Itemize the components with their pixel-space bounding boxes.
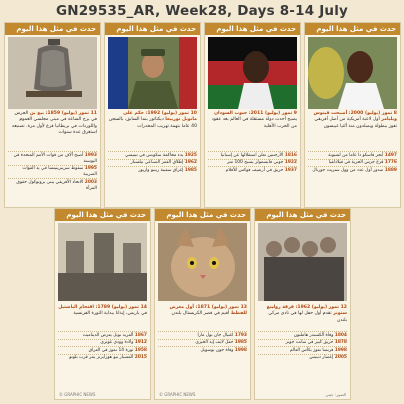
credit: © GRAPHIC NEWS — [159, 392, 196, 397]
caption-text: أول لاعبة أمريكية من أصل أفريقي تفوز ببطولة ويمبلدون منذ ألثيا غيبسون — [314, 117, 397, 129]
events-list — [308, 151, 397, 174]
events-list — [108, 151, 197, 174]
caption-lead: 10 تموز (يوليو) 1992: حكم على مانويل نورييغا — [123, 111, 197, 123]
list-item: 1776 قرع جرس الحرية في فيلادلفيا — [308, 159, 397, 167]
events-list — [58, 331, 147, 361]
events-list — [158, 331, 247, 354]
list-item: 1998 وفاة جون بوسويل — [158, 346, 247, 354]
list-item: 1998 فرنسا تفوز بكأس العالم — [258, 346, 347, 354]
caption-lead: 11 تموز (يوليو) 1859: بيغ بن — [29, 111, 97, 116]
list-item: 1993 أصبح آلاف من قوات الأمم المتحدة في البوسنة — [8, 151, 97, 165]
panel-july-9 — [204, 22, 301, 208]
panel-header: حدث في مثل هذا اليوم — [305, 23, 400, 35]
panel-july-10 — [104, 22, 201, 208]
panel-header: حدث في مثل هذا اليوم — [255, 209, 350, 221]
general-photo — [108, 37, 197, 109]
panel-july-11 — [4, 22, 101, 208]
caption — [58, 305, 147, 318]
credit: © GRAPHIC NEWS — [59, 392, 96, 397]
cat-photo — [158, 223, 247, 301]
list-item: 1816 الأرجنتين تعلن استقلالها عن إسبانيا — [208, 151, 297, 159]
list-item: 1922 جوني فايسمولر يسبح 100 متر — [208, 159, 297, 167]
caption-text: ديكتاتور بنما السابق، بالسجن 40 عاما بتهمة تهريب المخدرات — [108, 117, 197, 129]
panel-july-12 — [254, 208, 351, 400]
list-item: 1985 إغراق سفينة رينبو واريور — [108, 166, 197, 174]
list-item: 1804 وفاة ألكسندر هاملتون — [258, 331, 347, 339]
caption-text: في باريس، إيذانا ببداية الثورة الفرنسية — [73, 311, 147, 317]
list-item: 1962 إطلاق القمر الصناعي تيلستار — [108, 159, 197, 167]
caption — [158, 305, 247, 318]
panel-header: حدث في مثل هذا اليوم — [55, 209, 150, 221]
panel-july-8 — [304, 22, 401, 208]
events-list — [8, 151, 97, 192]
list-item: 1985 حفل لايف إيد الخيري — [158, 339, 247, 347]
caption — [108, 111, 197, 130]
band-photo — [258, 223, 347, 301]
caption — [308, 111, 397, 130]
castle-photo — [58, 223, 147, 301]
caption-lead: 14 تموز (يوليو) 1789: اقتحام الباستيل — [58, 305, 147, 310]
caption-lead: 12 تموز (يوليو) 1962: فرقة رولينغ ستونز — [266, 305, 347, 317]
caption-lead: 8 تموز (يوليو) 2000: أصبحت فينوس ويليامز — [313, 111, 397, 123]
panel-header: حدث في مثل هذا اليوم — [5, 23, 100, 35]
list-item: 2003 الاتحاد الأفريقي يبنى بروتوكول حقوق المرأة — [8, 178, 97, 192]
list-item: 1912 ولادة وودي غوثري — [58, 339, 147, 347]
list-item: 1937 حريق في أرشيف فوكس للأفلام — [208, 166, 297, 174]
caption — [208, 111, 297, 130]
panel-header: حدث في مثل هذا اليوم — [205, 23, 300, 35]
list-item: 1793 اغتيال جان بول مارا — [158, 331, 247, 339]
list-item: 1889 صدور أول عدد من وول ستريت جورنال — [308, 166, 397, 174]
list-item: 1995 سقوط سريبرينيتسا في يد القوات الصربية — [8, 165, 97, 179]
list-item: 1867 ألفريد نوبل يعرض الديناميت — [58, 331, 147, 339]
panel-july-13 — [154, 208, 251, 400]
panel-header: حدث في مثل هذا اليوم — [105, 23, 200, 35]
list-item: 1878 حريق كبير في سانت جونز — [258, 339, 347, 347]
athlete-photo — [308, 37, 397, 109]
list-item: 1958 ثورة 14 تموز في العراق — [58, 346, 147, 354]
panel-july-14 — [54, 208, 151, 400]
caption-text: يصبح أحدث دولة مستقلة في العالم بعد عقود من الحرب الأهلية — [211, 117, 297, 129]
events-list — [258, 331, 347, 361]
list-item: 1497 أبحر فاسكو دا غاما من لشبونة — [308, 151, 397, 159]
caption-text: أقيم في قصر الكريستال بلندن — [171, 311, 230, 317]
photo-credit: الصور: جيتي — [325, 392, 346, 397]
flag-portrait-photo — [208, 37, 297, 109]
list-item: 2005 إعصار دينيس — [258, 354, 347, 362]
caption — [258, 305, 347, 324]
list-item: 2015 المسبار نيو هورايزنز يمر قرب بلوتو — [58, 354, 147, 362]
caption-lead: 9 تموز (يوليو) 2011: جنوب السودان — [214, 111, 297, 116]
bell-photo — [8, 37, 97, 109]
page-title: GN29535_AR, Week28, Days 8-14 July — [55, 3, 349, 19]
panel-header: حدث في مثل هذا اليوم — [155, 209, 250, 221]
caption-lead: 13 تموز (يوليو) 1871: أول معرض للقطط — [169, 305, 247, 317]
caption-text: تقدم أول حفل لها في نادي مركي بلندن — [268, 311, 347, 323]
events-list — [208, 151, 297, 174]
list-item: 1925 بدء محاكمة سكوبس في تينيسي — [108, 151, 197, 159]
caption-text: الجرس في برج الساعة في مبنى مجلسي العموم واللوردات في بريطانيا قرع لأول مرة. تصنيعه استغرق عدة سنوات — [12, 111, 97, 136]
caption — [8, 111, 97, 137]
